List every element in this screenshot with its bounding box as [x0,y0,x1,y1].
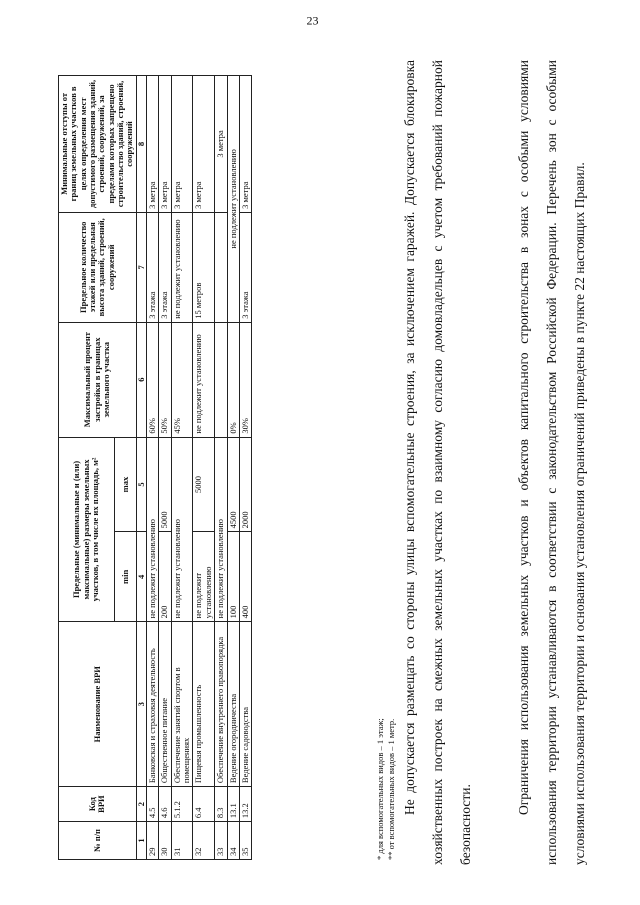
cell-num: 31 [171,822,193,860]
cell-floors: 15 метров [193,212,215,322]
cell-code: 4.6 [159,787,171,822]
cell-name: Ведение огородничества [227,622,239,787]
cell-code: 13.1 [227,787,239,822]
cell-max: 2000 [239,437,251,532]
column-number: 1 [136,822,146,860]
cell-setback: 3 метра [147,76,159,213]
cell-setback: 3 метра [193,76,215,213]
cell-code: 8.3 [215,787,227,822]
cell-floors-merged: не подлежит установлению [227,76,239,323]
cell-percent: 60% [147,322,159,437]
cell-floors: не подлежит установлению [171,212,193,322]
cell-floors: 3 этажа [239,212,251,322]
column-number: 6 [136,322,146,437]
cell-num: 30 [159,822,171,860]
page-number: 23 [306,13,319,28]
cell-percent: 50% [159,322,171,437]
cell-num: 34 [227,822,239,860]
table-row [159,76,171,860]
cell-setback: 3 метра [171,76,193,213]
header-setbacks: Минимальные отступы от границ земельных участков в целях определения мест допустимого размещения зданий, строений, сооружений, за пределами которых запрещено строительство зданий, строений, сооружений [59,76,137,213]
cell-percent: 30% [239,322,251,437]
header-min: min [114,532,136,622]
column-number: 3 [136,622,146,787]
table-row [227,76,239,860]
header-code: Код ВРИ [59,787,137,822]
cell-max: 4500 [227,437,239,532]
cell-code: 4.5 [147,787,159,822]
cell-num: 32 [193,822,215,860]
cell-code: 13.2 [239,787,251,822]
table-footnotes [375,718,396,860]
cell-min: не подлежит установлению [193,532,215,622]
column-number-row [136,76,146,860]
cell-min: 100 [227,532,239,622]
table-header-row [59,76,115,860]
table-row [215,76,227,860]
cell-setback: 3 метра [159,76,171,213]
body-paragraph: Ограничения использования земельных участков и объектов капитального строительства в зонах с особыми условиями использования территории устанавливаются в соответствии с законодательством Российской Федерации. Перечень зон с особыми условиями использования территории и основания установления ограничений приведены в пункте 22 настоящих Правил. [516,60,587,865]
header-max: max [114,437,136,532]
cell-area-merged: не подлежит установлению [215,437,227,622]
header-area-group [59,437,115,622]
cell-percent: не подлежит установлению [193,322,215,437]
cell-floors-empty [215,212,227,322]
table-row [239,76,251,860]
column-number: 5 [136,437,146,532]
cell-max: 5000 [193,437,215,532]
cell-floors: 3 этажа [147,212,159,322]
cell-code: 6.4 [193,787,215,822]
cell-floors: 3 этажа [159,212,171,322]
header-name: Наименование ВРИ [59,622,137,787]
cell-name: Обеспечение занятий спортом в помещениях [171,622,193,787]
zoning-table [58,75,252,860]
header-num: № п/п [59,822,137,860]
cell-percent-empty [215,322,227,437]
header-build-percent: Максимальный процент застройки в границах земельного участка [59,322,137,437]
cell-num: 33 [215,822,227,860]
cell-name: Общественное питание [159,622,171,787]
column-number: 8 [136,76,146,213]
cell-percent: 0% [227,322,239,437]
footnote-line: * для вспомогательных видов – 1 этаж; [375,718,385,860]
cell-code: 5.1.2 [171,787,193,822]
cell-num: 35 [239,822,251,860]
header-area-group-text: Предельные (минимальные и (или) максимальные) размеры земельных участков, в том числе их площадь, м² [71,457,100,602]
column-number: 7 [136,212,146,322]
cell-name: Ведение садоводства [239,622,251,787]
cell-num: 29 [147,822,159,860]
column-number: 2 [136,787,146,822]
table-row [147,76,159,860]
cell-area-merged: не подлежит установлению [147,437,159,622]
table-row [193,76,215,860]
cell-name: Обеспечение внутреннего правопорядка [215,622,227,787]
cell-max: 5000 [159,437,171,532]
cell-percent: 45% [171,322,193,437]
cell-setback: 3 метра [239,76,251,213]
header-floors: Предельное количество этажей или предельная высота зданий, строений, сооружений [59,212,137,322]
cell-name: Банковская и страховая деятельность [147,622,159,787]
table-row [171,76,193,860]
column-number: 4 [136,532,146,622]
cell-min: 400 [239,532,251,622]
cell-area-merged: не подлежит установлению [171,437,193,622]
cell-name: Пищевая промышленность [193,622,215,787]
cell-setback: 3 метра [215,76,227,213]
cell-min: 200 [159,532,171,622]
footnote-line: ** от вспомогательных видов – 1 метр. [385,718,396,860]
body-paragraph: Не допускается размещать со стороны улицы вспомогательные строения, за исключением гаражей. Допускается блокировка хозяйственных построек на смежных земельных участках по взаимному согласию домовладельцев с учетом требований пожарной безопасности. [402,60,473,865]
